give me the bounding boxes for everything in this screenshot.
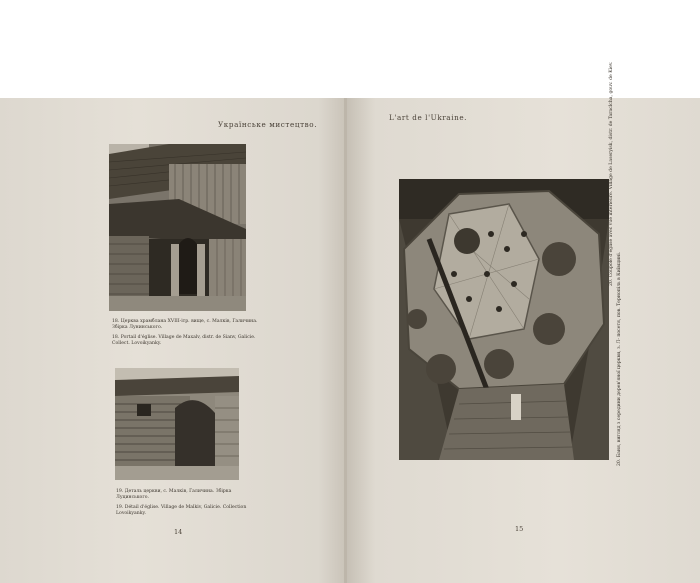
figure-20-caption-uk: 20. Баня, вигляд з середини дерев'яної церкви, з. Л- посетя, пов. Тернопіль в Київщині. (617, 251, 622, 466)
book-spread (0, 61, 700, 583)
right-running-head: L'art de l'Ukraine. (389, 113, 468, 122)
figure-18-caption (112, 319, 262, 351)
left-running-head: Українське мистецтво. (218, 120, 318, 129)
church-detail-photo (115, 368, 239, 480)
dome-interior-photo (399, 179, 609, 460)
right-page-number: 15 (515, 525, 524, 533)
figure-19-caption-uk: 19. Деталь церкви, с. Малків, Галичина. Збірка Луцинського. (116, 489, 232, 501)
church-wall-detail-photo-icon (115, 368, 239, 480)
figure-20-caption-fr: 20. Coupole d'église avec vue intérieure. Village de Laseryisk, distr. de Taraclcha, gouv. de Kiev. (609, 61, 614, 286)
left-page (0, 98, 346, 583)
figure-18-caption-uk: 18. Церква храмблана XVIII-ітр. вище, с. Малків, Галичина. Збірка Лунинського. (112, 319, 258, 331)
left-page-number: 14 (174, 528, 183, 536)
right-page (347, 61, 700, 583)
figure-18-caption-fr: 18. Portail d'église. Village de Maxalv, distr. de Sianv, Galicie. Collect. Lovoikyanky. (112, 334, 256, 347)
church-porch-photo (109, 144, 246, 311)
figure-19-caption-fr: 19. Détail d'église. Village de Malkiv, Galicie. Collection Lovoikyanky. (116, 504, 247, 517)
figure-19-caption (116, 489, 264, 521)
wooden-church-porch-photo-icon (109, 144, 246, 311)
church-dome-interior-photo-icon (399, 179, 609, 460)
